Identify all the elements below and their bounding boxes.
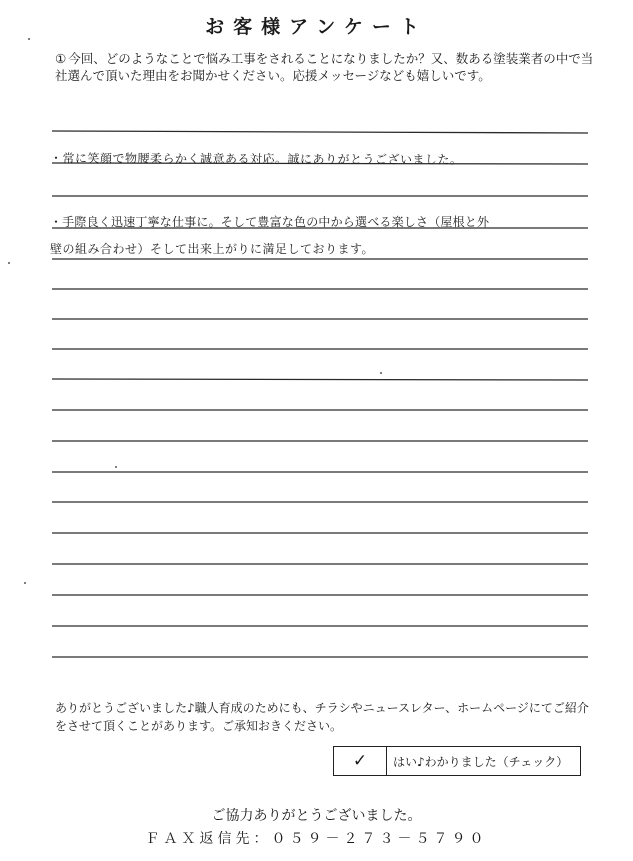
fax-number: ＦＡＸ返信先：０５９－２７３－５７９０ bbox=[145, 831, 488, 847]
handwritten-answer-line-3: 壁の組み合わせ）そして出来上がりに満足しております。 bbox=[50, 242, 375, 256]
thanks-message: ご協力ありがとうございました。 bbox=[211, 808, 422, 824]
question-number: ① bbox=[55, 51, 67, 66]
question-text: 今回、どのようなことで悩み工事をされることになりましたか？又、数ある塗装業者の中で当社選んで頂いた理由をお聞かせください。応援メッセージなども嬉しいです。 bbox=[55, 51, 594, 83]
consent-checkbox-row[interactable] bbox=[333, 746, 581, 776]
handwritten-answer-line-1: ・常に笑顔で物腰柔らかく誠意ある対応。誠にありがとうございました。 bbox=[49, 151, 463, 167]
scan-speck bbox=[115, 466, 117, 468]
scan-speck bbox=[380, 372, 382, 374]
consent-checkbox[interactable] bbox=[334, 747, 387, 775]
scan-speck bbox=[24, 582, 26, 584]
scan-speck bbox=[28, 38, 30, 40]
consent-label: はい♪わかりました（チェック） bbox=[393, 754, 569, 769]
handwritten-answer-line-2: ・手際良く迅速丁寧な仕事に。そして豊富な色の中から選べる楽しさ（屋根と外 bbox=[50, 215, 490, 229]
publication-notice: ありがとうございました♪職人育成のためにも、チラシやニュースレター、ホームページにてご紹介をさせて頂くことがあります。ご承知おきください。 bbox=[55, 701, 589, 733]
check-mark-icon: ✓ bbox=[352, 751, 368, 771]
survey-title: お客様アンケート bbox=[205, 16, 428, 38]
scan-speck bbox=[8, 262, 10, 264]
